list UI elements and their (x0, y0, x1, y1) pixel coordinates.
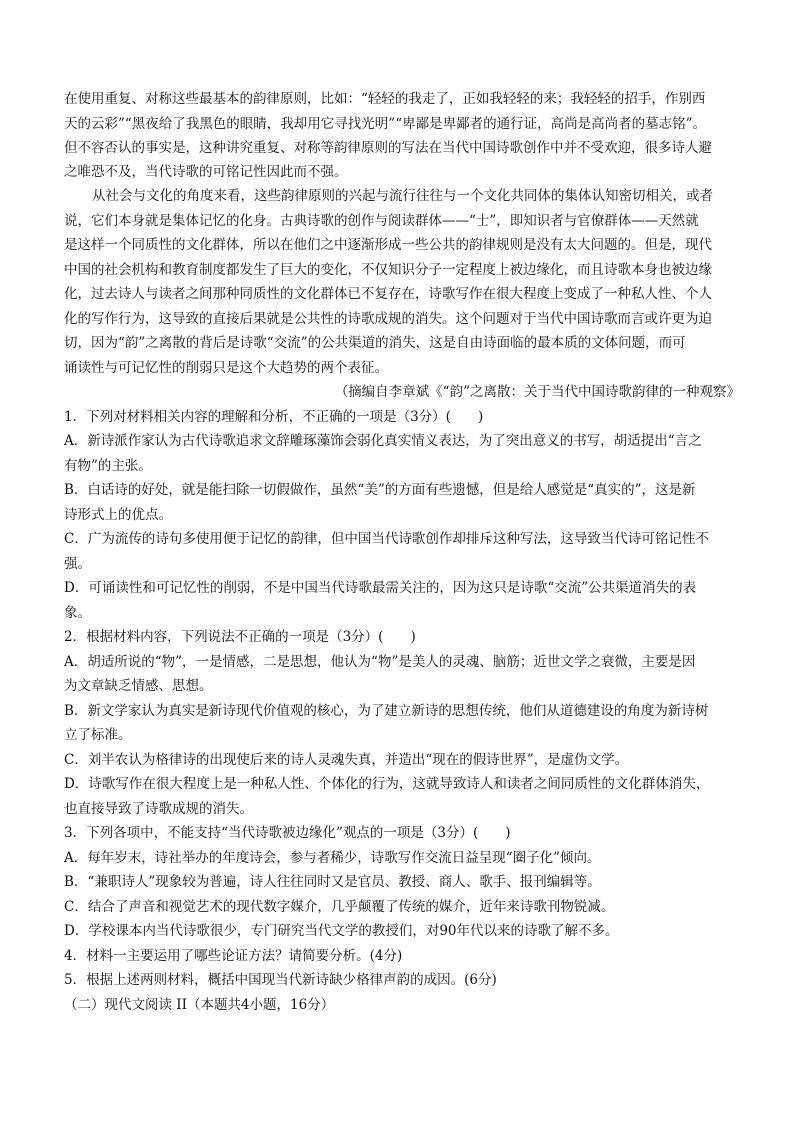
q2-option-b-line-2: 立了标准。 (64, 727, 132, 743)
q3-option-c: C．结合了声音和视觉艺术的现代数字媒介，几乎颠覆了传统的媒介，近年来诗歌刊物锐减。 (64, 899, 615, 915)
q2-option-a-line-1: A．胡适所说的“物”，一是情感，二是思想，他认为“物”是美人的灵魂、脑筋；近世文学之衰微，主要是因 (64, 654, 696, 670)
passage-p1-line-3: 但不容否认的事实是，这种讲究重复、对称等韵律原则的写法在当代中国诗歌创作中并不受欢迎，很多诗人避 (64, 140, 712, 156)
q1-option-b-line-1: B．白话诗的好处，就是能扫除一切假做作，虽然“美”的方面有些遗憾，但是给人感觉是“真实的”，这是新 (64, 482, 696, 498)
q1-option-c-line-1: C．广为流传的诗句多使用便于记忆的韵律，但中国当代诗歌创作却排斥这种写法，这导致当代诗可铭记性不 (64, 531, 709, 547)
passage-p2-line-4: 中国的社会机构和教育制度都发生了巨大的变化，不仅知识分子一定程度上被边缘化，而且诗歌本身也被边缘 (64, 262, 712, 278)
q2-option-d-line-2: 也直接导致了诗歌成规的消失。 (64, 801, 253, 817)
passage-p2-line-6: 化的写作行为，这导致的直接后果就是公共性的诗歌成规的消失。这个问题对于当代中国诗歌而言或许更为迫 (64, 311, 712, 327)
q1-option-d-line-2: 象。 (64, 605, 91, 621)
passage-p1-line-2: 天的云彩”“黑夜给了我黑色的眼睛，我却用它寻找光明”“卑鄙是卑鄙者的通行证，高尚是高尚者的墓志铭”。 (64, 116, 707, 132)
q2-option-c-line-1: C．刘半农认为格律诗的出现使后来的诗人灵魂失真，并造出“现在的假诗世界”，是虚伪文学。 (64, 752, 629, 768)
q3-stem: 3．下列各项中，不能支持“当代诗歌被边缘化”观点的一项是（3分）( ) (64, 825, 511, 841)
q1-option-a-line-2: 有物”的主张。 (64, 458, 152, 474)
q2-stem: 2．根据材料内容，下列说法不正确的一项是（3分）( ) (64, 629, 416, 645)
passage-p1-line-1: 在使用重复、对称这些最基本的韵律原则，比如：“轻轻的我走了，正如我轻轻的来；我轻轻的招手，作别西 (64, 91, 706, 107)
section-2-heading: （二）现代文阅读 II（本题共4小题，16分） (64, 997, 335, 1013)
q1-stem: 1．下列对材料相关内容的理解和分析，不正确的一项是（3分）( ) (64, 409, 484, 425)
q3-option-b: B．“兼职诗人”现象较为普遍，诗人往往同时又是官员、教授、商人、歌手、报刊编辑等。 (64, 874, 601, 890)
passage-p1-line-4: 之唯恐不及，当代诗歌的可铭记性因此而不强。 (64, 164, 348, 180)
passage-p2-line-1: 从社会与文化的角度来看，这些韵律原则的兴起与流行往往与一个文化共同体的集体认知密切相关，或者 (92, 188, 713, 204)
q2-option-a-line-2: 为文章缺乏情感、思想。 (64, 678, 213, 694)
q3-option-d: D．学校课本内当代诗歌很少，专门研究当代文学的教授们，对90年代以来的诗歌了解不多。 (64, 923, 619, 939)
passage-p2-line-3: 是这样一个同质性的文化群体，所以在他们之中逐渐形成一些公共的韵律规则是没有太大问题的。但是，现代 (64, 237, 712, 253)
q5-stem: 5．根据上述两则材料，概括中国现当代新诗缺少格律声韵的成因。(6分) (64, 972, 497, 988)
passage-p2-line-8: 诵读性与可记忆性的削弱只是这个大趋势的两个表征。 (64, 360, 388, 376)
q1-option-d-line-1: D．可诵读性和可记忆性的削弱，不是中国当代诗歌最需关注的，因为这只是诗歌“交流”公共渠道消失的表 (64, 580, 697, 596)
q4-stem: 4．材料一主要运用了哪些论证方法？请简要分析。(4分) (64, 948, 403, 964)
passage-p2-line-7: 切，因为“韵”之离散的背后是诗歌“交流”的公共渠道的消失，这是自由诗面临的最本质的文体问题，而可 (64, 335, 686, 351)
q2-option-d-line-1: D．诗歌写作在很大程度上是一种私人性、个体化的行为，这就导致诗人和读者之间同质性的文化群体消失， (64, 776, 710, 792)
passage-p2-line-5: 化，过去诗人与读者之间那种同质性的文化群体已不复存在，诗歌写作在很大程度上变成了一种私人性、个人 (64, 286, 712, 302)
source-citation: （摘编自李章斌《“韵”之离散：关于当代中国诗歌韵律的一种观察》 (334, 384, 740, 400)
q1-option-b-line-2: 诗形式上的优点。 (64, 507, 172, 523)
q1-option-a-line-1: A．新诗派作家认为古代诗歌追求文辞雕琢藻饰会弱化真实情义表达，为了突出意义的书写，胡适提出“言之 (64, 433, 702, 449)
q3-option-a: A．每年岁末，诗社举办的年度诗会，参与者稀少，诗歌写作交流日益呈现“圈子化”倾向。 (64, 850, 601, 866)
q1-option-c-line-2: 强。 (64, 556, 91, 572)
passage-p2-line-2: 说，它们本身就是集体记忆的化身。古典诗歌的创作与阅读群体——“士”，即知识者与官僚群体——天然就 (64, 213, 699, 229)
q2-option-b-line-1: B．新文学家认为真实是新诗现代价值观的核心，为了建立新诗的思想传统，他们从道德建设的角度为新诗树 (64, 703, 709, 719)
